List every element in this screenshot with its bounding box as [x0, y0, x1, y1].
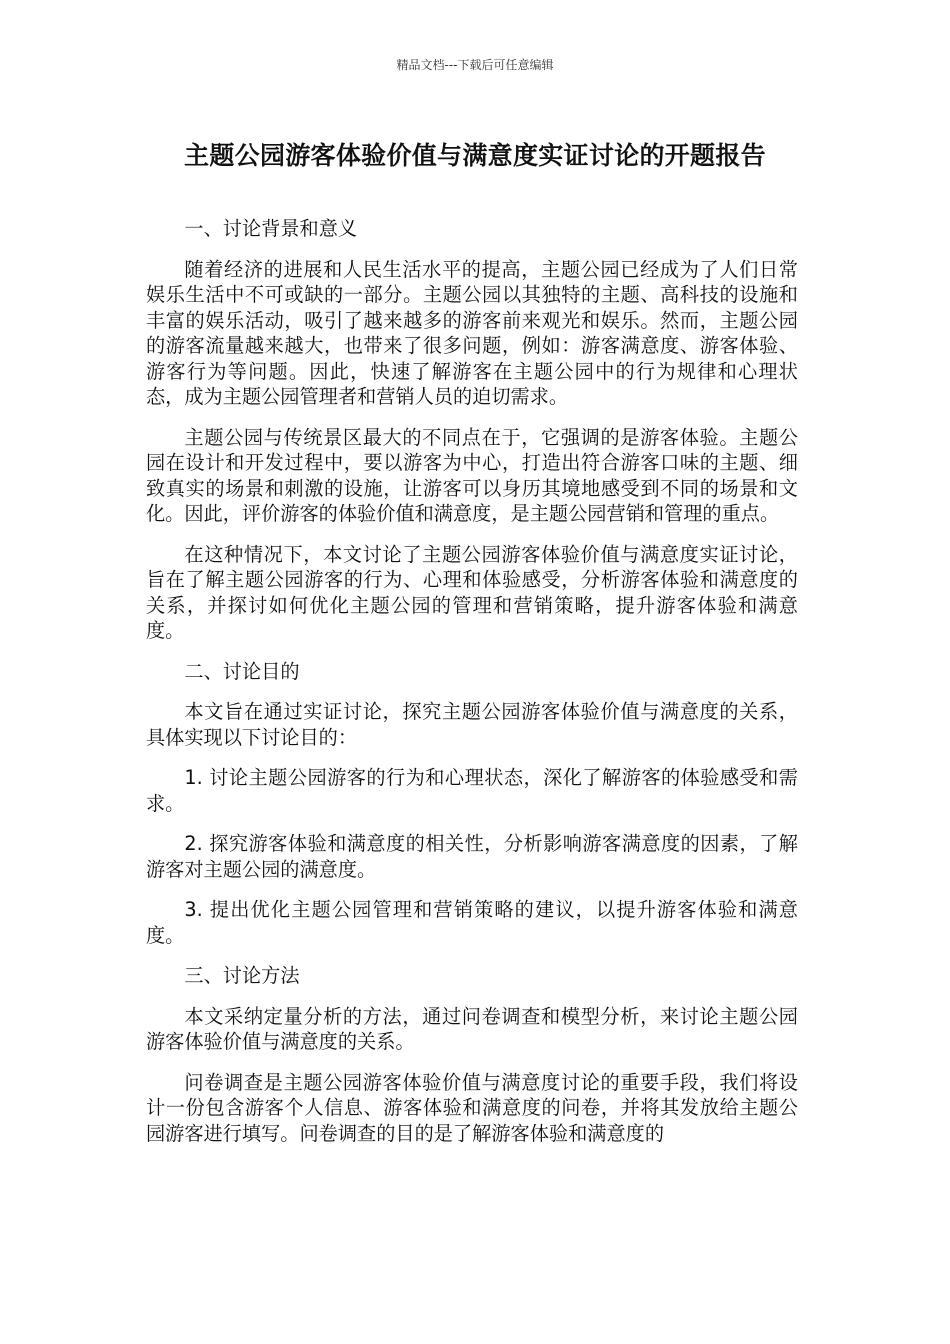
paragraph: 主题公园与传统景区最大的不同点在于，它强调的是游客体验。主题公园在设计和开发过程中，要以游客为中心，打造出符合游客口味的主题、细致真实的场景和刺激的设施，让游客可以身历其境地感受到不同的场景和文化。因此，评价游客的体验价值和满意度，是主题公园营销和管理的重点。 — [146, 425, 798, 525]
section-heading-background: 一、讨论背景和意义 — [184, 217, 358, 240]
document-title: 主题公园游客体验价值与满意度实证讨论的开题报告 — [184, 141, 766, 170]
document-body — [146, 216, 798, 1161]
page-header: 精品文档---下载后可任意编辑 — [396, 58, 554, 72]
paragraph: 本文旨在通过实证讨论，探究主题公园游客体验价值与满意度的关系，具体实现以下讨论目的： — [146, 700, 798, 749]
section-heading-purpose: 二、讨论目的 — [184, 659, 300, 683]
list-item: 1. 讨论主题公园游客的行为和心理状态，深化了解游客的体验感受和需求。 — [146, 766, 798, 815]
section-heading-method: 三、讨论方法 — [184, 964, 300, 987]
paragraph: 本文采纳定量分析的方法，通过问卷调查和模型分析，来讨论主题公园游客体验价值与满意度的关系。 — [146, 1004, 798, 1053]
list-item: 2. 探究游客体验和满意度的相关性，分析影响游客满意度的因素，了解游客对主题公园的满意度。 — [146, 832, 798, 881]
paragraph: 问卷调查是主题公园游客体验价值与满意度讨论的重要手段，我们将设计一份包含游客个人信息、游客体验和满意度的问卷，并将其发放给主题公园游客进行填写。问卷调查的目的是了解游客体验和满意度的 — [146, 1070, 798, 1145]
list-item: 3. 提出优化主题公园管理和营销策略的建议，以提升游客体验和满意度。 — [146, 898, 798, 947]
paragraph: 随着经济的进展和人民生活水平的提高，主题公园已经成为了人们日常娱乐生活中不可或缺的一部分。主题公园以其独特的主题、高科技的设施和丰富的娱乐活动，吸引了越来越多的游客前来观光和娱乐。然而，主题公园的游客流量越来越大，也带来了很多问题，例如：游客满意度、游客体验、游客行为等问题。因此，快速了解游客在主题公园中的行为规律和心理状态，成为主题公园管理者和营销人员的迫切需求。 — [146, 257, 798, 408]
paragraph: 在这种情况下，本文讨论了主题公园游客体验价值与满意度实证讨论，旨在了解主题公园游客的行为、心理和体验感受，分析游客体验和满意度的关系，并探讨如何优化主题公园的管理和营销策略，提升游客体验和满意度。 — [146, 542, 798, 642]
